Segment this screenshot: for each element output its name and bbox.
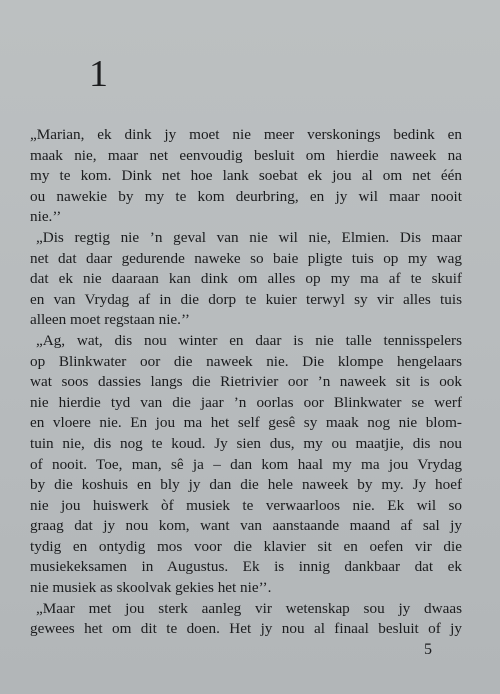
- text-line: graag dat jy nou kom, want van aanstaande maand af sal jy: [30, 517, 462, 535]
- text-line: nie musiek as skoolvak gekies het nie’’.: [30, 579, 272, 597]
- text-line: ou nawekie by my te kom deurbring, en jy wil maar nooit: [30, 187, 462, 205]
- text-line: nie jou huiswerk òf musiek te verwaarloos nie. Ek wil so: [30, 496, 462, 514]
- text-line: my te kom. Dink net hoe lank soebat ek jou al om net één: [30, 167, 462, 185]
- page-number: 5: [424, 641, 432, 658]
- text-line: nie.’’: [30, 208, 62, 226]
- text-line: en vloere nie. En jou ma het self gesê sy maak nog nie blom-: [30, 414, 462, 432]
- text-line: net dat daar gedurende naweke so baie pligte tuis op my wag: [30, 249, 462, 267]
- text-line: en van Vrydag af in die dorp te kuier terwyl sy vir alles tuis: [30, 290, 462, 308]
- text-line: dat ek nie daaraan kan dink om alles op my ma af te skuif: [30, 270, 462, 288]
- text-line: gewees het om dit te doen. Het jy nou al finaal besluit of jy: [30, 620, 462, 638]
- text-line: of nooit. Toe, man, sê ja – dan kom haal my ma jou Vrydag: [30, 455, 462, 473]
- body-text: [30, 125, 462, 640]
- text-line: tydig en ontydig mos voor die klavier sit en oefen vir die: [30, 537, 462, 555]
- text-line: by die koshuis en bly jy dan die hele naweek by my. Jy hoef: [30, 476, 462, 494]
- text-line: op Blinkwater oor die naweek nie. Die klompe hengelaars: [30, 352, 462, 370]
- text-line: „Marian, ek dink jy moet nie meer verskonings bedink en: [30, 126, 462, 143]
- text-line: „Ag, wat, dis nou winter en daar is nie talle tennisspelers: [36, 331, 462, 349]
- text-line: wat soos dassies langs die Rietrivier oor ’n naweek sit is ook: [30, 373, 462, 391]
- text-line: nie hierdie tyd van die jaar ’n oorlas oor Blinkwater se werf: [30, 393, 462, 411]
- text-line: maak nie, maar net eenvoudig besluit om hierdie naweek na: [30, 146, 462, 164]
- chapter-number: 1: [89, 53, 108, 95]
- text-line: musiekeksamen in Augustus. Ek is innig dankbaar dat ek: [30, 558, 462, 576]
- text-line: „Maar met jou sterk aanleg vir wetenskap sou jy dwaas: [36, 599, 462, 617]
- text-line: tuin nie, dis nog te koud. Jy sien dus, my ou maatjie, dis nou: [30, 434, 462, 452]
- text-line: „Dis regtig nie ’n geval van nie wil nie, Elmien. Dis maar: [36, 228, 462, 246]
- text-line: alleen moet regstaan nie.’’: [30, 311, 190, 329]
